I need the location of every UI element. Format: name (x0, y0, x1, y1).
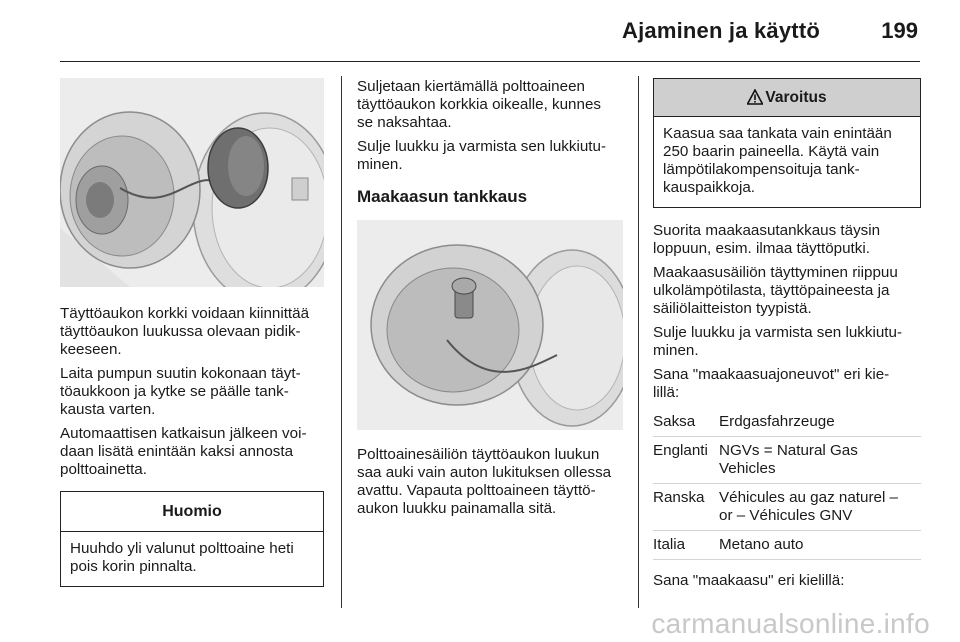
table-row (653, 408, 921, 437)
paragraph: Täyttöaukon korkki voidaan kiinnittää täyttöaukon luukussa olevaan pidik- keeseen. (60, 305, 310, 358)
closing-paragraph: Sana "maakaasu" eri kielillä: (653, 572, 845, 589)
paragraph: Maakaasusäiliön täyttyminen riippuu ulkolämpötilasta, täyttöpaineesta ja säiliölaitteiston tyypistä. (653, 264, 898, 317)
table-row (653, 531, 921, 560)
notice-title: Huomio (61, 492, 323, 532)
cng-filler-neck-photo (357, 220, 623, 430)
table-cell-term: Véhicules au gaz naturel – or – Véhicules GNV (719, 489, 898, 524)
column-divider-2 (638, 76, 639, 608)
table-row (653, 484, 921, 531)
column-divider-1 (341, 76, 342, 608)
notice-text: Huuhdo yli valunut polttoaine heti pois korin pinnalta. (70, 540, 294, 575)
warning-triangle-icon (747, 82, 763, 120)
table-row (653, 437, 921, 484)
table-cell-country: Englanti (653, 442, 708, 459)
table-cell-country: Saksa (653, 413, 696, 430)
paragraph: Polttoainesäiliön täyttöaukon luukun saa auki vain auton lukituksen ollessa avattu. Vapauta polttoaineen täyttö- aukon luukku painamalla sitä. (357, 446, 612, 517)
notice-box (60, 491, 324, 587)
warning-title: Varoitus (765, 89, 827, 106)
paragraph: Laita pumpun suutin kokonaan täyt- töaukkoon ja kytke se päälle tank- kausta varten. (60, 365, 301, 418)
paragraph: Automaattisen katkaisun jälkeen voi- daan lisätä enintään kaksi annosta polttoainetta. (60, 425, 307, 478)
table-cell-country: Ranska (653, 489, 705, 506)
paragraph: Sana "maakaasuajoneuvot" eri kie- lillä: (653, 366, 890, 401)
paragraph: Sulje luukku ja varmista sen lukkiutu- minen. (653, 324, 903, 359)
table-cell-term: Erdgasfahrzeuge (719, 413, 835, 430)
section-heading: Maakaasun tankkaus (357, 187, 528, 206)
paragraph: Suorita maakaasutankkaus täysin loppuun, esim. ilmaa täyttöputki. (653, 222, 881, 257)
warning-text: Kaasua saa tankata vain enintään 250 baarin paineella. Käytä vain lämpötilakompensoituja tank- kauspaikkoja. (663, 125, 892, 196)
table-cell-country: Italia (653, 536, 686, 553)
warning-box (653, 78, 921, 208)
page-number: 199 (881, 18, 918, 43)
paragraph: Suljetaan kiertämällä polttoaineen täyttöaukon korkkia oikealle, kunnes se naksahtaa. (357, 78, 601, 131)
cng-filler-illustration (357, 220, 623, 430)
column-1 (60, 78, 324, 587)
header-title: Ajaminen ja käyttö (622, 18, 820, 43)
paragraph: Sulje luukku ja varmista sen lukkiutu- minen. (357, 138, 607, 173)
warning-header (654, 79, 920, 117)
table-cell-term: Metano auto (719, 536, 804, 553)
table-cell-term: NGVs = Natural Gas Vehicles (719, 442, 858, 477)
column-2 (357, 78, 623, 524)
column-3 (653, 78, 921, 596)
language-table (653, 408, 921, 560)
fuel-filler-cap-photo (60, 78, 324, 287)
page-header (60, 0, 920, 62)
fuel-filler-illustration (60, 78, 324, 287)
watermark: carmanualsonline.info (651, 608, 930, 639)
